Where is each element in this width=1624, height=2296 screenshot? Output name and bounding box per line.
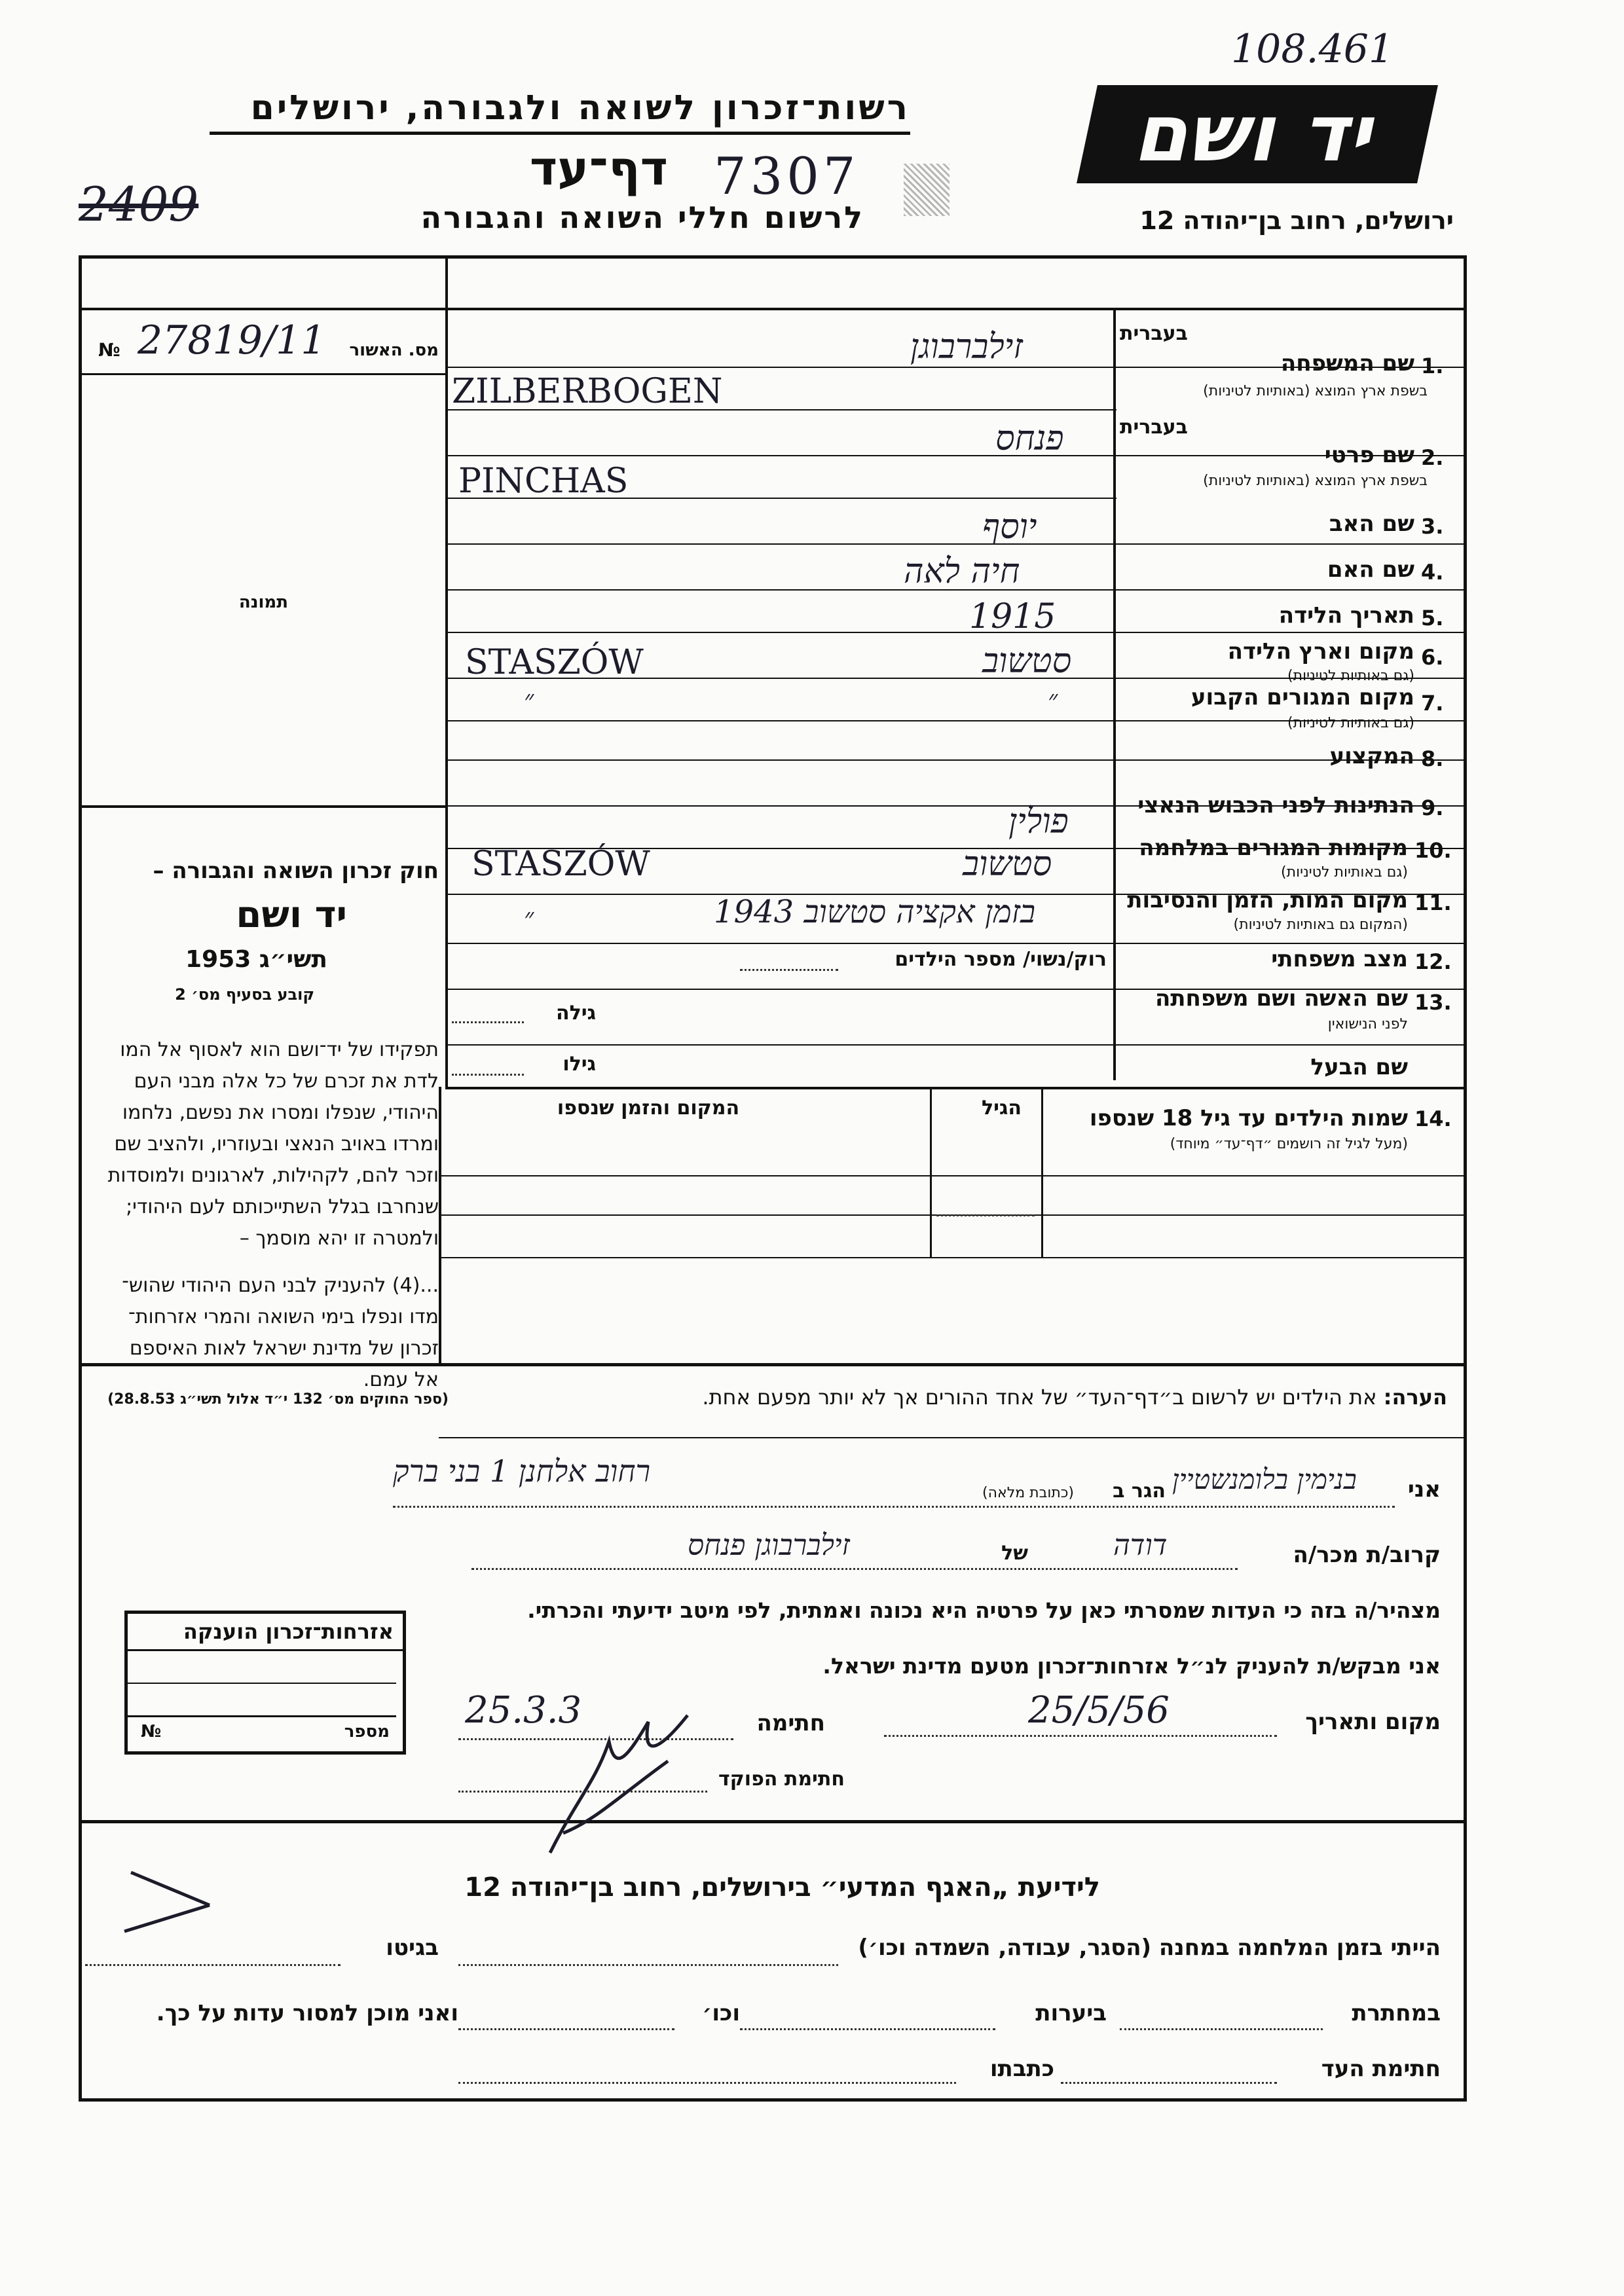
decl-address-hint: (כתובת מלאה) xyxy=(982,1485,1074,1501)
bottom-title: לידיעת „האגף המדעי״ בירושלים, רחוב בן־יהודה 12 xyxy=(464,1872,1100,1903)
archive-number: 108.461 xyxy=(1231,26,1394,72)
f13-sub: לפני הנישואין xyxy=(1327,1016,1408,1032)
bottom-etc: וכו׳ xyxy=(702,2000,740,2026)
f14-col-place: המקום והזמן שנספו xyxy=(557,1097,740,1120)
f4-value[interactable]: חיה לאה xyxy=(904,552,1020,591)
f9-num: 9. xyxy=(1421,795,1444,820)
note-row xyxy=(458,1385,1447,1410)
f1-lang: בעברית xyxy=(1120,322,1188,345)
f9-label: הנתינות לפני הכבוש הנאצי xyxy=(1137,792,1414,818)
f3-num: 3. xyxy=(1421,514,1444,539)
of-value[interactable]: זילברבוגן פנחס xyxy=(688,1529,850,1562)
f7-sub: (גם באותיות לטיניות) xyxy=(1287,715,1414,731)
citizenship-box xyxy=(124,1611,406,1755)
f10-label: מקומות המגורים במלחמה xyxy=(1139,835,1408,861)
husband-label: שם הבעל xyxy=(1310,1054,1408,1080)
f14-label: שמות הילדים עד גיל 18 שנספו xyxy=(1089,1105,1408,1131)
f5-label: תאריך הלידה xyxy=(1278,602,1414,629)
f1-latin-value[interactable]: ZILBERBOGEN xyxy=(452,372,723,411)
declarant-address[interactable]: רחוב אלחנן 1 בני ברק xyxy=(393,1453,651,1489)
authority-name: רשות־זכרון לשואה ולגבורה, ירושלים xyxy=(210,88,910,135)
bottom-line1: הייתי בזמן המלחמה במחנה (הסגר, עבודה, השמדה וכו׳) xyxy=(858,1935,1441,1961)
f9-value[interactable]: פולין xyxy=(1008,802,1069,841)
f11-value-latin[interactable]: ״ xyxy=(524,903,534,933)
photo-label: תמונה xyxy=(238,592,288,612)
form-title: דף־עד xyxy=(529,141,668,196)
f4-label: שם האם xyxy=(1327,556,1414,583)
form-subtitle: לרשום חללי השואה והגבורה xyxy=(420,200,864,235)
law-citation: (ספר החוקים מס׳ 132 י״ד אלול תשי״ג 28.8.53) xyxy=(107,1391,449,1408)
law-year: תשי״ג 1953 xyxy=(185,946,327,973)
bottom-forests: ביערות xyxy=(1035,2000,1107,2026)
bottom-hiding: במחתרת xyxy=(1352,2000,1441,2026)
f6-sub: (גם באותיות לטיניות) xyxy=(1287,668,1414,684)
f10-sub: (גם באותיות לטיניות) xyxy=(1281,864,1408,881)
f11-label: מקום המות, הזמן והנסיבות xyxy=(1127,887,1408,913)
f10-latin-value[interactable]: STASZÓW xyxy=(471,845,650,884)
f1-sub: בשפת ארץ המוצא (באותיות לטיניות) xyxy=(1203,383,1428,399)
f14-sub: (מעל לגיל זה רושמים ״דף־עד״ מיוחד) xyxy=(1170,1136,1408,1152)
logo-text: יד ושם xyxy=(1128,88,1386,179)
f2-latin-value[interactable]: PINCHAS xyxy=(458,462,629,501)
law-title: חוק זכרון השואה והגבורה – xyxy=(153,858,439,884)
decl-relation-label: קרוב/ת מכר/ה xyxy=(1293,1542,1441,1568)
bottom-ready: ואני מוכן למסור עדות על כך. xyxy=(156,2000,458,2026)
husband-age-label: גילו xyxy=(563,1053,596,1076)
f8-num: 8. xyxy=(1421,746,1444,771)
f2-lang: בעברית xyxy=(1120,416,1188,439)
f7-label: מקום המגורים הקבוע xyxy=(1190,684,1414,710)
f5-value[interactable]: 1915 xyxy=(969,597,1056,636)
f6-latin-value[interactable]: STASZÓW xyxy=(465,643,644,682)
f3-label: שם האב xyxy=(1329,511,1414,537)
yad-vashem-logo xyxy=(1077,85,1438,183)
f6-label: מקום וארץ הלידה xyxy=(1227,638,1414,665)
officer-signature-label: חתימת הפוקד xyxy=(718,1768,845,1791)
f6-num: 6. xyxy=(1421,645,1444,670)
f12-label: מצב משפחתי xyxy=(1271,946,1408,972)
decl-i-label: אני xyxy=(1407,1476,1441,1503)
place-date-value[interactable]: 25/5/56 xyxy=(1028,1689,1170,1732)
header-address: ירושלים, רחוב בן־יהודה 12 xyxy=(1139,206,1454,235)
bottom-ghetto: בגיטו xyxy=(386,1935,439,1961)
decl-of-label: של xyxy=(1001,1542,1028,1565)
officer-signature-scribble xyxy=(537,1702,707,1859)
f12-num: 12. xyxy=(1414,949,1452,974)
citizenship-no-mark: № xyxy=(141,1722,162,1741)
f13-label: שם האשה ושם משפחתה xyxy=(1154,985,1408,1011)
relation-value[interactable]: דודה xyxy=(1113,1529,1168,1562)
f13-num: 13. xyxy=(1414,990,1452,1015)
f14-col-age: הגיל xyxy=(982,1097,1022,1120)
bottom-address: כתבתו xyxy=(989,2056,1054,2082)
f1-hebrew-value[interactable]: זילברבוגן xyxy=(910,327,1023,367)
law-text: תפקידו של יד־ושם הוא לאסוף אל המו לדת את זכרם של כל אלה מבני העם היהודי, שנפלו ומסרו את נפשם, נלחמו ומרדו באויב הנאצי ובעוזריו, ולהציב שם וזכר להם, לקהילות, לארגונים ולמוסדות שנחרבו בגלל השתייכותם לעם היהודי; ולמטרה זו יהא מוסמך – ...(4) להעניק לבני העם היהודי שהוש־ מדו ונפלו בימי השואה והמרי אזרחות־ זכרון של מדינת ישראל לאות האיספם אל עמם. xyxy=(107,1038,439,1391)
form-number: 7307 xyxy=(714,147,860,206)
f10-num: 10. xyxy=(1414,838,1452,863)
f6-hebrew-value[interactable]: סטשוב xyxy=(982,642,1072,681)
note-label: הערה: xyxy=(1383,1385,1447,1410)
f4-num: 4. xyxy=(1421,560,1444,585)
arrow-mark xyxy=(118,1866,223,1938)
f7-value-latin[interactable]: ״ xyxy=(524,685,534,715)
note-text: את הילדים יש לרשום ב״דף־העד״ של אחד ההורים אך לא יותר מפעם אחת. xyxy=(702,1385,1377,1410)
decl-resides-label: הגר ב xyxy=(1113,1480,1166,1503)
f11-num: 11. xyxy=(1414,890,1452,915)
f14-num: 14. xyxy=(1414,1106,1452,1131)
f12-options[interactable]: רוק/נשוי/ מספר הילדים xyxy=(895,948,1107,971)
decl-statement1: מצהיר/ה בזה כי העדות שמסרתי כאן על פרטיה היא נכונה ואמתית, לפי מיטב ידיעתי והכרתי. xyxy=(527,1597,1441,1623)
f7-num: 7. xyxy=(1421,691,1444,716)
f2-hebrew-value[interactable]: פנחס xyxy=(995,419,1064,458)
f5-num: 5. xyxy=(1421,606,1444,630)
f3-value[interactable]: יוסף xyxy=(982,507,1037,547)
f2-num: 2. xyxy=(1421,445,1444,470)
signature-label: חתימה xyxy=(756,1710,825,1736)
signature-value[interactable]: 25.3.3 xyxy=(465,1689,582,1732)
f11-value[interactable]: בזמן אקציה סטשוב 1943 xyxy=(714,894,1036,930)
f13-age-label: גילה xyxy=(556,1002,596,1025)
law-section: קובע בסעיף מס׳ 2 xyxy=(175,985,314,1004)
citizenship-number-label: מספר xyxy=(344,1722,390,1741)
law-name: יד ושם xyxy=(236,894,347,936)
f8-label: המקצוע xyxy=(1329,743,1414,769)
f11-sub: (המקום גם באותיות לטיניות) xyxy=(1233,917,1408,933)
confirmation-no-mark: № xyxy=(98,339,120,361)
bottom-witness-sig: חתימת העד xyxy=(1321,2056,1441,2082)
declarant-name[interactable]: בנימין בלומנשטיין xyxy=(1172,1463,1357,1495)
decl-statement2: אני מבקש/ת להעניק לנ״ל אזרחות־זכרון מטעם מדינת ישראל. xyxy=(822,1653,1441,1679)
f2-label: שם פרטי xyxy=(1324,442,1414,468)
f7-value[interactable]: ״ xyxy=(1048,685,1058,715)
f10-hebrew-value[interactable]: סטשוב xyxy=(963,845,1052,884)
citizenship-title: אזרחות־זכרון הוענקה xyxy=(128,1614,403,1651)
confirmation-label: מס. האשור xyxy=(349,340,439,360)
stamp-mark xyxy=(904,164,950,216)
f1-num: 1. xyxy=(1421,354,1444,378)
f1-label: שם המשפחה xyxy=(1280,350,1414,376)
confirmation-value: 27819/11 xyxy=(138,318,326,363)
f2-sub: בשפת ארץ המוצא (באותיות לטיניות) xyxy=(1203,473,1428,489)
old-number: 2409 xyxy=(79,177,199,232)
place-date-label: מקום ותאריך xyxy=(1305,1709,1441,1735)
